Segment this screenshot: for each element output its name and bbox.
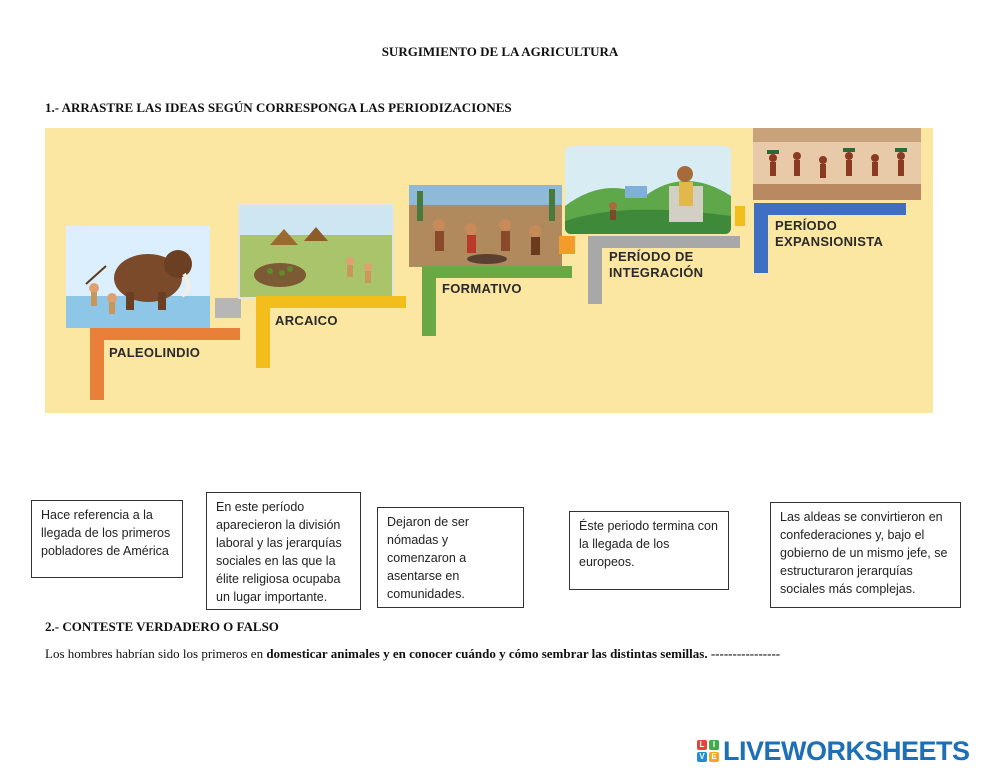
integracion-connector [559, 236, 575, 254]
page-title: SURGIMIENTO DE LA AGRICULTURA [381, 44, 619, 59]
arcaico-connector [215, 298, 241, 318]
step-label-formativo: FORMATIVO [442, 281, 522, 296]
village-camp-illustration [238, 203, 394, 299]
settlement-people-illustration [409, 185, 562, 267]
liveworksheets-logo [697, 736, 970, 766]
expansionista-bracket-horizontal [754, 203, 906, 215]
answer-blank[interactable]: ---------------- [707, 646, 781, 661]
step-label-integracion [609, 249, 703, 281]
formativo-bracket-horizontal [422, 266, 572, 278]
step-label-paleolindio: PALEOLINDIO [109, 345, 201, 360]
paleolindio-bracket-horizontal [90, 328, 240, 340]
statement-bold-text: domesticar animales y en conocer cuándo y cómo sembrar las distintas semillas. [266, 646, 708, 661]
step-label-expansionista-line2: EXPANSIONISTA [775, 234, 884, 249]
drag-box-dejaron-nomadas[interactable]: Dejaron de ser nómadas y comenzaron a asentarse en comunidades. [377, 507, 524, 608]
step-label-integracion-line1: PERÍODO DE [609, 249, 694, 264]
statement-plain-text: Los hombres habrían sido los primeros en [45, 646, 267, 661]
logo-letter-i: I [709, 740, 719, 750]
ritual-procession-illustration [753, 128, 921, 200]
drag-box-confederaciones[interactable]: Las aldeas se convirtieron en confederaciones y, bajo el gobierno de un mismo jefe, se estructuraron jerarquías sociales más complejas. [770, 502, 961, 608]
mammoth-hunt-illustration [66, 226, 210, 328]
logo-letter-l: L [697, 740, 707, 750]
ruler-throne-illustration [565, 146, 731, 234]
step-label-expansionista-line1: PERÍODO [775, 218, 838, 233]
logo-letter-v: V [697, 752, 707, 762]
logo-letter-e: E [709, 752, 719, 762]
drag-box-llegada-europeos[interactable]: Éste periodo termina con la llegada de los europeos. [569, 511, 729, 590]
arcaico-bracket-horizontal [256, 296, 406, 308]
logo-wordmark: LIVEWORKSHEETS [723, 736, 970, 766]
integracion-bracket-horizontal [588, 236, 740, 248]
drag-box-llegada-pobladores[interactable]: Hace referencia a la llegada de los primeros pobladores de América [31, 500, 183, 578]
timeline-panel [45, 128, 933, 413]
question-1-heading: 1.- ARRASTRE LAS IDEAS SEGÚN CORRESPONGA LAS PERIODIZACIONES [45, 100, 512, 115]
live-letters-icon [697, 740, 719, 762]
question-2-heading: 2.- CONTESTE VERDADERO O FALSO [45, 619, 279, 634]
true-false-statement [45, 646, 780, 662]
step-label-integracion-line2: INTEGRACIÓN [609, 265, 704, 280]
step-label-expansionista [775, 218, 883, 250]
expansionista-connector [735, 206, 745, 226]
drag-box-division-laboral[interactable]: En este período aparecieron la división laboral y las jerarquías sociales en las que la élite religiosa ocupaba un lugar importante. [206, 492, 361, 610]
step-label-arcaico: ARCAICO [275, 313, 338, 328]
